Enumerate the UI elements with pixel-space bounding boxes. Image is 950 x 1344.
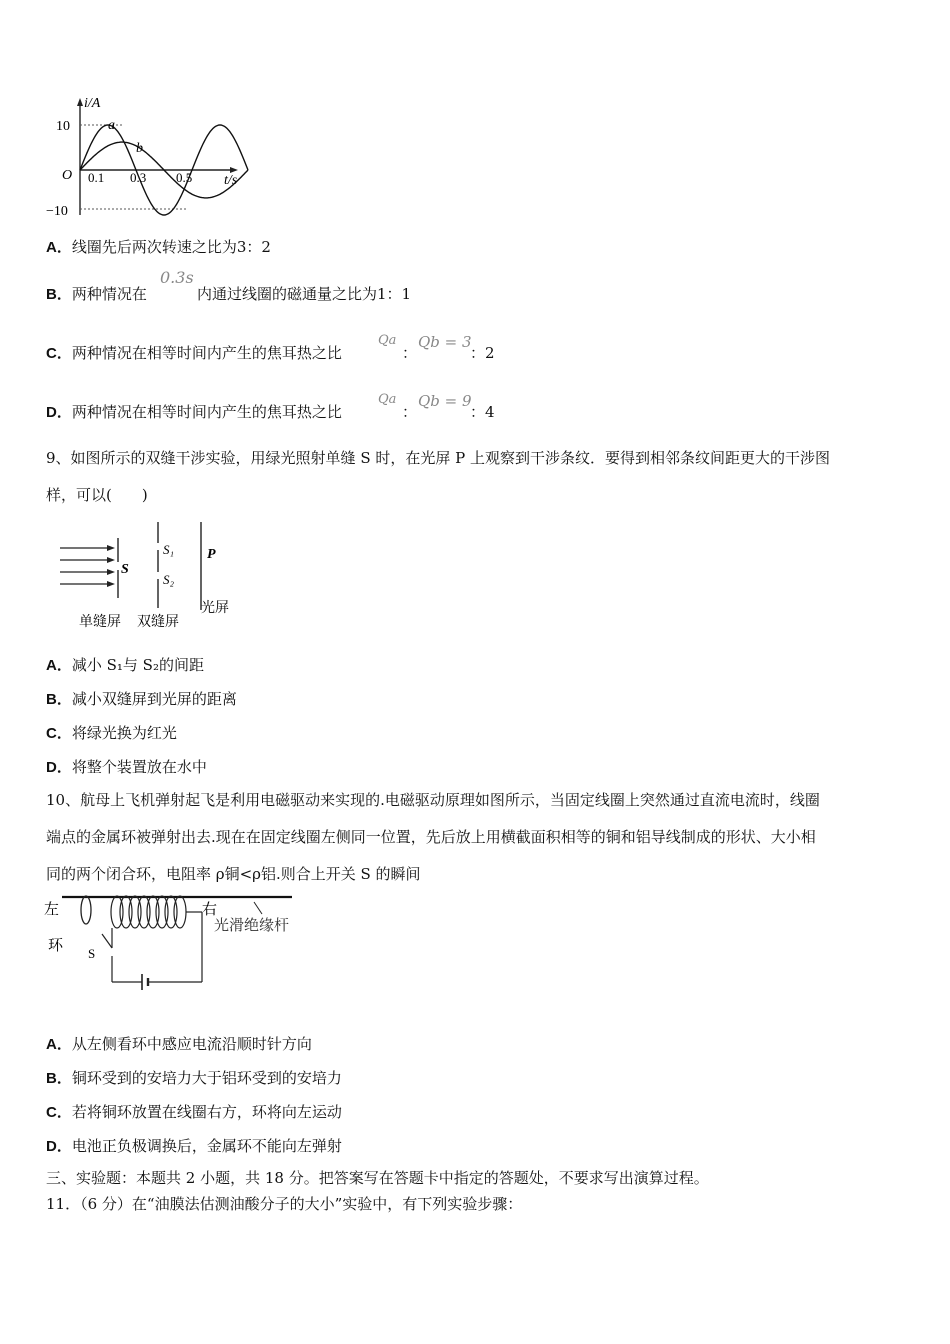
option-text: 若将铜环放置在线圈右方，环将向左运动 — [71, 1103, 342, 1121]
option-text: 从左侧看环中感应电流沿顺时针方向 — [71, 1035, 312, 1053]
curve-a-label: a — [108, 118, 115, 133]
screen-p-label: P — [207, 547, 216, 562]
q10-option-c[interactable] — [46, 1101, 342, 1122]
x-tick-3: 0.5 — [176, 170, 193, 185]
q9-option-d[interactable] — [46, 756, 207, 777]
q10-option-a[interactable] — [46, 1033, 312, 1054]
q8-option-d-tail: ：4 — [470, 403, 495, 421]
option-letter: C． — [46, 1104, 72, 1121]
slit-s-label: S — [121, 562, 129, 577]
q9-stem-line2: 样，可以( ) — [46, 486, 148, 504]
option-text: 线圈先后两次转速之比为3：2 — [71, 238, 271, 256]
ray-arrowheads — [107, 545, 115, 587]
option-letter: B． — [46, 286, 72, 303]
option-text: 铜环受到的安培力大于铝环受到的安培力 — [71, 1069, 342, 1087]
label-switch: S — [88, 946, 96, 961]
q8-option-d[interactable] — [46, 401, 342, 422]
coil-loops — [111, 896, 186, 928]
q10-option-b[interactable] — [46, 1067, 342, 1088]
option-letter: D． — [46, 1138, 72, 1155]
formula-time: 0.3s — [160, 268, 194, 287]
q10-stem-line2: 端点的金属环被弹射出去.现在在固定线圈左侧同一位置，先后放上用横截面积相等的铜和铝导线制成的形状、大小相 — [46, 828, 816, 846]
y-max-tick: 10 — [56, 119, 70, 134]
q9-option-c[interactable] — [46, 722, 177, 743]
q8-option-b[interactable] — [46, 283, 147, 304]
slit-s1-label: S₁ — [163, 542, 175, 557]
x-tick-2: 0.3 — [130, 170, 147, 185]
label-left: 左 — [44, 902, 60, 918]
light-screen-label: 光屏 — [201, 601, 229, 616]
option-text: 将整个装置放在水中 — [71, 758, 207, 776]
formula-qa-d: Qa — [378, 392, 397, 407]
q11-stem: 11．（6 分）在“油膜法估测油酸分子的大小”实验中，有下列实验步骤： — [46, 1195, 523, 1213]
section-3-heading: 三、实验题：本题共 2 小题，共 18 分。把答案写在答题卡中指定的答题处，不要求写出演算过程。 — [46, 1169, 709, 1187]
formula-qb-d: Qb = 9 — [418, 392, 472, 410]
metal-ring — [81, 896, 91, 924]
option-text: 减小双缝屏到光屏的距离 — [71, 690, 237, 708]
option-letter: D． — [46, 759, 72, 776]
curve-b-label: b — [136, 141, 143, 156]
single-slit-label: 单缝屏 — [79, 615, 121, 630]
double-slit-diagram — [55, 518, 245, 633]
option-letter: A． — [46, 239, 72, 256]
option-text: 两种情况在相等时间内产生的焦耳热之比 — [71, 344, 342, 362]
switch-blade — [102, 934, 112, 948]
option-letter: C． — [46, 725, 72, 742]
q8-option-a[interactable] — [46, 236, 271, 257]
option-text: 电池正负极调换后，金属环不能向左弹射 — [71, 1137, 342, 1155]
light-rays — [60, 548, 110, 584]
q8-option-c[interactable] — [46, 342, 342, 363]
q9-option-b[interactable] — [46, 688, 237, 709]
option-letter: D． — [46, 404, 72, 421]
ratio-sep-d: ： — [402, 403, 418, 421]
label-right: 右 — [202, 902, 218, 918]
coil-launcher-diagram — [42, 890, 312, 1002]
q9-stem-line1: 9、如图所示的双缝干涉实验，用绿光照射单缝 S 时，在光屏 P 上观察到干涉条纹．要得到相邻条纹间距更大的干涉图 — [46, 449, 830, 467]
option-letter: A． — [46, 1036, 72, 1053]
current-time-graph — [40, 95, 250, 223]
y-axis-label: i/A — [84, 96, 101, 111]
slit-s2-label: S₂ — [163, 572, 175, 587]
option-text: 将绿光换为红光 — [71, 724, 177, 742]
label-ring: 环 — [48, 938, 64, 954]
option-letter: A． — [46, 657, 72, 674]
ratio-sep-c: ： — [402, 344, 418, 362]
formula-qa-c: Qa — [378, 333, 397, 348]
label-rod: 光滑绝缘杆 — [214, 918, 290, 934]
q10-stem-line3: 同的两个闭合环，电阻率 ρ铜<ρ铝.则合上开关 S 的瞬间 — [46, 865, 421, 883]
q10-stem-line1: 10、航母上飞机弹射起飞是利用电磁驱动来实现的.电磁驱动原理如图所示，当固定线圈上突然通过直流电流时，线圈 — [46, 791, 820, 809]
double-slit-label: 双缝屏 — [137, 615, 179, 630]
rod-pointer — [254, 902, 262, 914]
option-text: 两种情况在相等时间内产生的焦耳热之比 — [71, 403, 342, 421]
y-min-tick: −10 — [46, 204, 68, 219]
option-letter: B． — [46, 1070, 72, 1087]
option-text: 减小 S₁与 S₂的间距 — [71, 656, 204, 674]
x-tick-1: 0.1 — [88, 170, 105, 185]
q10-option-d[interactable] — [46, 1135, 342, 1156]
x-axis-label: t/s — [224, 173, 238, 188]
origin-label: O — [62, 168, 73, 183]
option-letter: B． — [46, 691, 72, 708]
formula-qb-c: Qb = 3 — [418, 333, 472, 351]
option-text: 两种情况在 — [71, 285, 147, 303]
q8-option-b-tail: 内通过线圈的磁通量之比为1：1 — [197, 285, 412, 303]
y-axis-arrow — [77, 98, 83, 106]
option-letter: C． — [46, 345, 72, 362]
q8-option-c-tail: ：2 — [470, 344, 495, 362]
q9-option-a[interactable] — [46, 654, 204, 675]
